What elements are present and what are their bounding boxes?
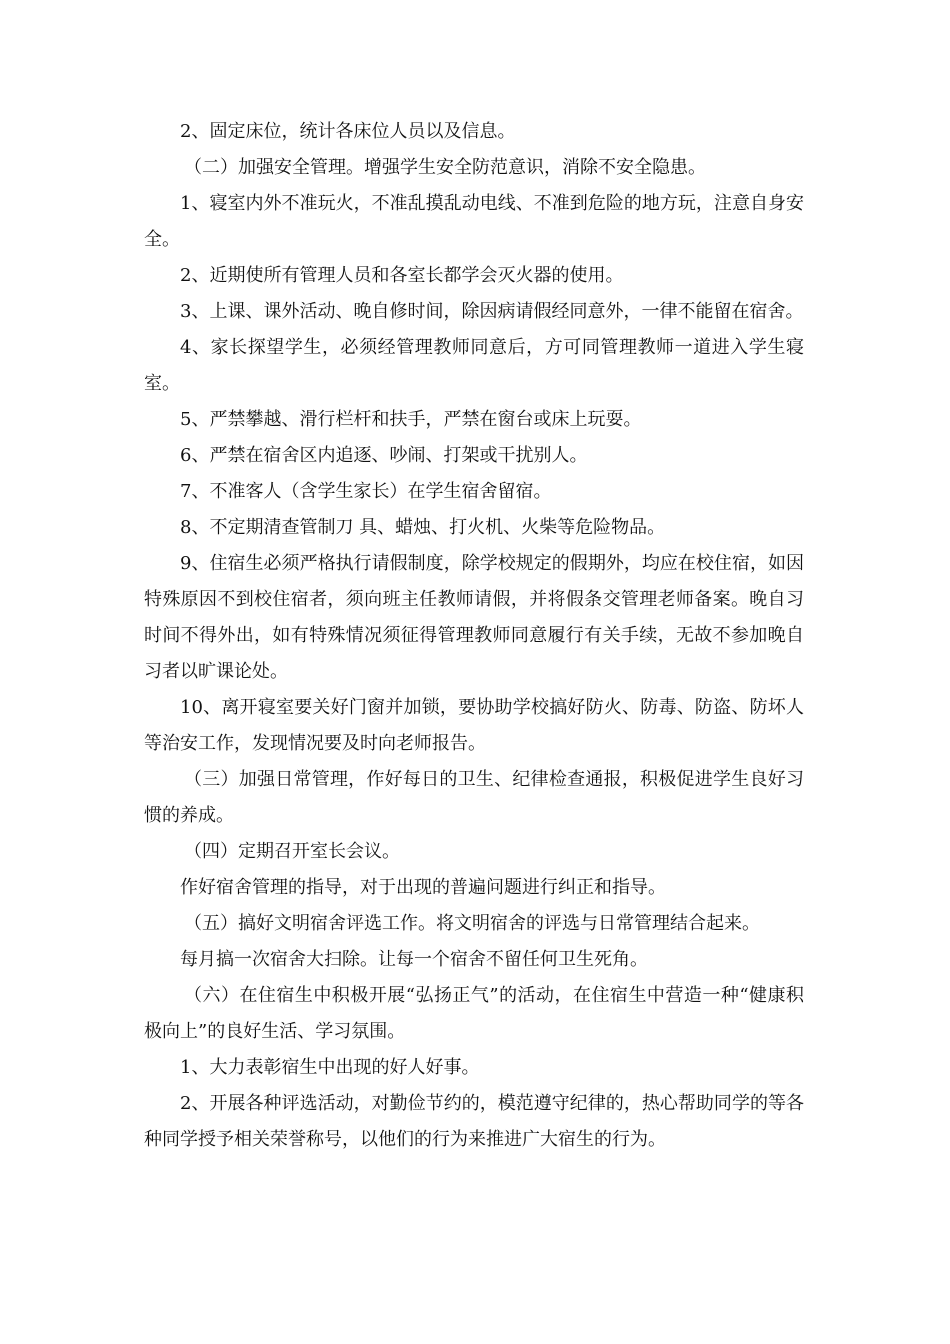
- paragraph-2: （二）加强安全管理。增强学生安全防范意识，消除不安全隐患。: [184, 157, 706, 178]
- paragraph-6: 4、家长探望学生，必须经管理教师同意后，方可同管理教师一道进入学生寝室。: [144, 337, 804, 394]
- paragraph-7: 5、严禁攀越、滑行栏杆和扶手，严禁在窗台或床上玩耍。: [180, 409, 642, 430]
- document-body: [144, 114, 804, 1158]
- paragraph-9: 7、不准客人（含学生家长）在学生宿舍留宿。: [180, 481, 552, 502]
- paragraph-11: 9、住宿生必须严格执行请假制度，除学校规定的假期外，均应在校住宿，如因特殊原因不到校住宿者，须向班主任教师请假，并将假条交管理老师备案。晚自习时间不得外出，如有特殊情况须征得管理教师同意履行有关手续，无故不参加晚自习者以旷课论处。: [144, 553, 804, 682]
- paragraph-17: 每月搞一次宿舍大扫除。让每一个宿舍不留任何卫生死角。: [180, 949, 648, 970]
- paragraph-8: 6、严禁在宿舍区内追逐、吵闹、打架或干扰别人。: [180, 445, 588, 466]
- paragraph-12: 10、离开寝室要关好门窗并加锁，要协助学校搞好防火、防毒、防盗、防坏人等治安工作，发现情况要及时向老师报告。: [144, 697, 804, 754]
- paragraph-19: 1、大力表彰宿生中出现的好人好事。: [180, 1057, 480, 1078]
- paragraph-18: （六）在住宿生中积极开展“弘扬正气”的活动，在住宿生中营造一种“健康积极向上”的良好生活、学习氛围。: [144, 985, 804, 1042]
- paragraph-3: 1、寝室内外不准玩火，不准乱摸乱动电线、不准到危险的地方玩，注意自身安全。: [144, 193, 804, 250]
- paragraph-4: 2、近期使所有管理人员和各室长都学会灭火器的使用。: [180, 265, 624, 286]
- paragraph-1: 2、固定床位，统计各床位人员以及信息。: [180, 121, 516, 142]
- paragraph-16: （五）搞好文明宿舍评选工作。将文明宿舍的评选与日常管理结合起来。: [184, 913, 760, 934]
- paragraph-15: 作好宿舍管理的指导，对于出现的普遍问题进行纠正和指导。: [180, 877, 666, 898]
- paragraph-10: 8、不定期清查管制刀 具、蜡烛、打火机、火柴等危险物品。: [180, 517, 666, 538]
- paragraph-5: 3、上课、课外活动、晚自修时间，除因病请假经同意外，一律不能留在宿舍。: [180, 301, 804, 322]
- paragraph-20: 2、开展各种评选活动，对勤俭节约的，模范遵守纪律的，热心帮助同学的等各种同学授予相关荣誉称号，以他们的行为来推进广大宿生的行为。: [144, 1093, 804, 1150]
- paragraph-13: （三）加强日常管理，作好每日的卫生、纪律检查通报，积极促进学生良好习惯的养成。: [144, 769, 804, 826]
- paragraph-14: （四）定期召开室长会议。: [184, 841, 400, 862]
